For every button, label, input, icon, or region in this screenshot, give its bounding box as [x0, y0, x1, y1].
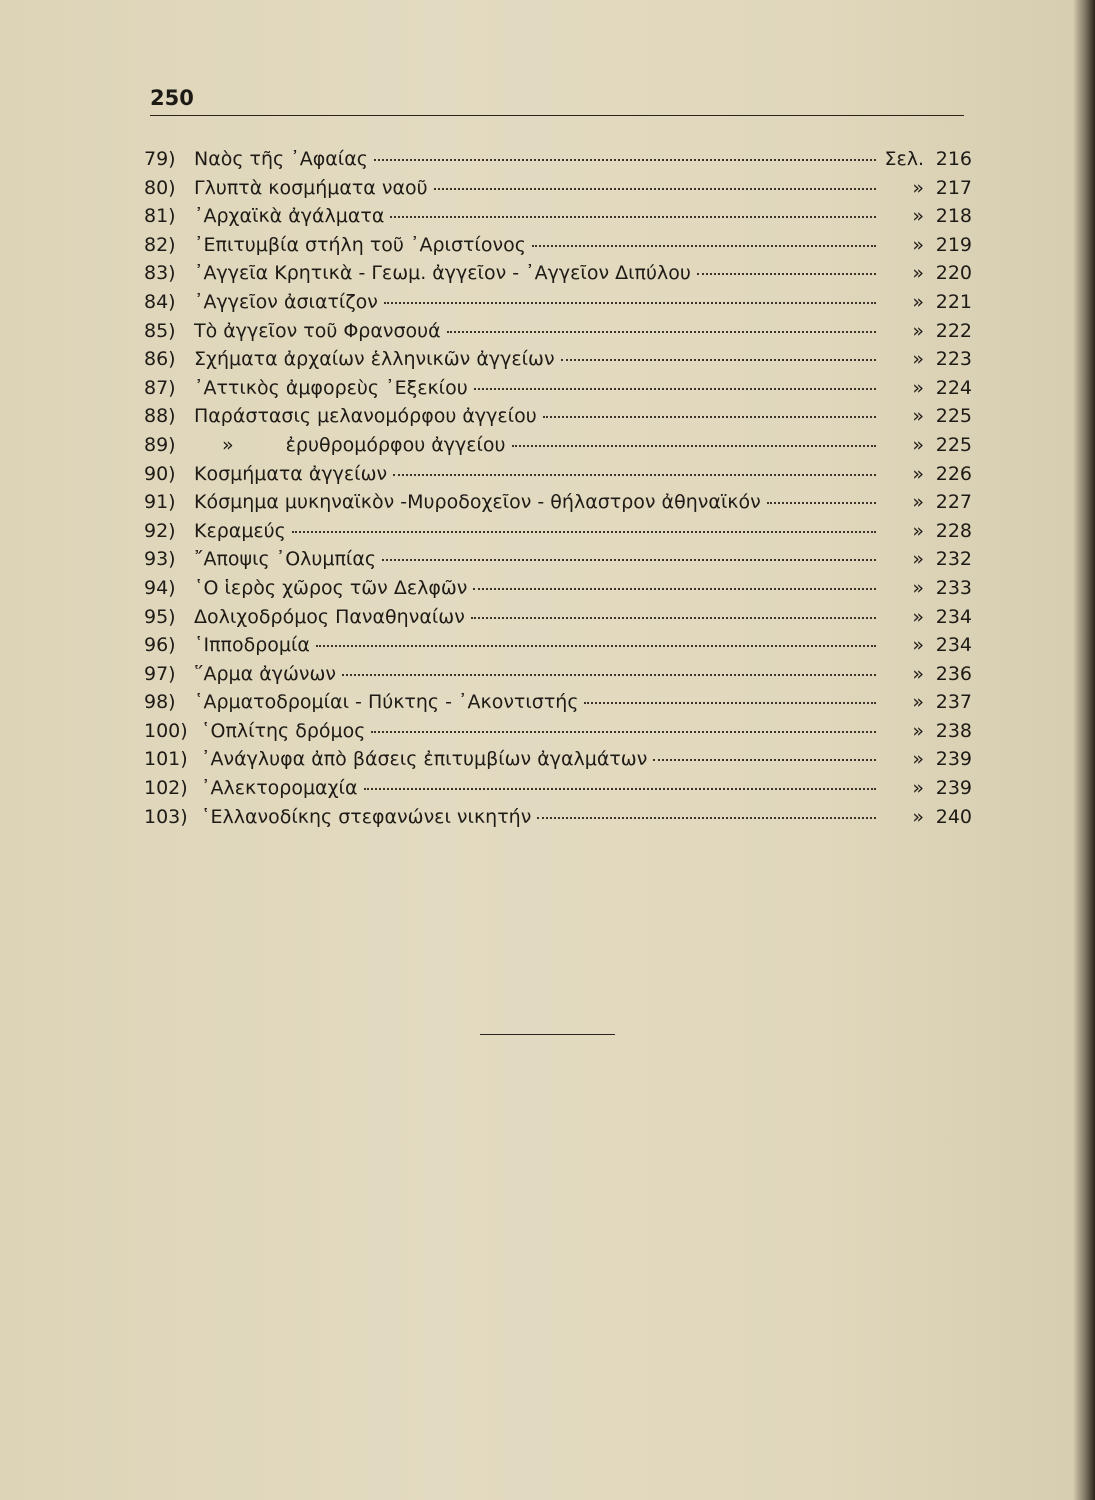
entry-page-number: 236 — [935, 662, 972, 685]
toc-entry — [144, 774, 972, 803]
entry-page-number: 238 — [935, 719, 972, 742]
entry-title: Γλυπτὰ κοσμήματα ναοῦ — [194, 176, 428, 199]
toc-entry — [144, 603, 972, 632]
toc-entry — [144, 317, 972, 346]
dot-leader — [434, 187, 876, 190]
entry-number: 103) — [144, 805, 188, 828]
entry-number: 93) — [144, 548, 176, 571]
entry-page-number: 234 — [935, 634, 972, 657]
dot-leader — [767, 501, 876, 504]
toc-entry — [144, 631, 972, 660]
entry-title: ᾿Επιτυμβία στήλη τοῦ ᾿Αριστίονος — [194, 233, 526, 256]
toc-entry — [144, 345, 972, 374]
toc-entry — [144, 431, 972, 460]
page-edge-shadow — [1073, 0, 1095, 1500]
entry-title: ἐρυθρομόρφου ἀγγείου — [285, 433, 506, 456]
page-marker: » — [912, 319, 924, 342]
dot-leader — [382, 558, 876, 561]
toc-entry — [144, 545, 972, 574]
toc-entry — [144, 517, 972, 546]
toc-entry — [144, 745, 972, 774]
entry-number: 80) — [144, 176, 176, 199]
toc-entry — [144, 202, 972, 231]
entry-number: 91) — [144, 491, 176, 514]
toc-entry — [144, 688, 972, 717]
page-number: 250 — [150, 86, 194, 110]
dot-leader — [473, 587, 876, 590]
dot-leader — [471, 616, 876, 619]
page-marker: » — [912, 262, 924, 285]
entry-page-number: 218 — [935, 205, 972, 228]
dot-leader — [374, 158, 876, 161]
page-marker: » — [912, 548, 924, 571]
entry-number: 81) — [144, 205, 176, 228]
dot-leader — [384, 301, 876, 304]
entry-title: Δολιχοδρόμος Παναθηναίων — [194, 605, 465, 628]
dot-leader — [543, 415, 876, 418]
dot-leader — [584, 701, 876, 704]
entry-title: ῾Ο ἱερὸς χῶρος τῶν Δελφῶν — [194, 576, 468, 599]
entry-number: 87) — [144, 376, 176, 399]
entry-title: ᾿Αρχαϊκὰ ἀγάλματα — [194, 205, 385, 228]
page-marker: » — [912, 576, 924, 599]
toc-entry — [144, 488, 972, 517]
entry-number: 101) — [144, 748, 188, 771]
entry-page-number: 233 — [935, 576, 972, 599]
page-marker: » — [912, 634, 924, 657]
entry-page-number: 225 — [935, 405, 972, 428]
dot-leader — [393, 473, 876, 476]
entry-number: 89) — [144, 433, 176, 456]
entry-title: ῾Οπλίτης δρόμος — [201, 719, 366, 742]
entry-title: Σχήματα ἀρχαίων ἑλληνικῶν ἀγγείων — [194, 348, 555, 371]
dot-leader — [697, 272, 876, 275]
entry-title: Κεραμεύς — [194, 519, 286, 542]
toc-entry — [144, 402, 972, 431]
entry-page-number: 227 — [935, 491, 972, 514]
entry-number: 96) — [144, 634, 176, 657]
table-of-illustrations — [144, 145, 972, 831]
entry-page-number: 216 — [935, 148, 972, 170]
entry-number: 83) — [144, 262, 176, 285]
toc-entry — [144, 460, 972, 489]
page-marker: » — [912, 805, 924, 828]
page-marker: » — [912, 462, 924, 485]
entry-number: 94) — [144, 576, 176, 599]
page-marker: » — [912, 205, 924, 228]
page-marker: » — [912, 405, 924, 428]
entry-title: ῾Αρματοδρομίαι - Πύκτης - ᾿Ακοντιστής — [194, 691, 579, 714]
entry-number: 97) — [144, 662, 176, 685]
dot-leader — [474, 387, 876, 390]
entry-page-number: 222 — [935, 319, 972, 342]
toc-entry — [144, 660, 972, 689]
dot-leader — [316, 644, 876, 647]
page-marker: » — [912, 777, 924, 800]
entry-title: ᾿Αττικὸς ἀμφορεὺς ᾿Εξεκίου — [194, 376, 468, 399]
end-rule — [480, 1034, 615, 1035]
entry-number: 92) — [144, 519, 176, 542]
entry-page-number: 225 — [935, 433, 972, 456]
dot-leader — [532, 244, 876, 247]
page-marker: » — [912, 290, 924, 313]
page-marker: » — [912, 433, 924, 456]
entry-number: 95) — [144, 605, 176, 628]
dot-leader — [342, 673, 876, 676]
page-marker: » — [912, 748, 924, 771]
entry-number: 82) — [144, 233, 176, 256]
dot-leader — [292, 530, 876, 533]
entry-page-number: 219 — [935, 233, 972, 256]
entry-title: ῾Ελλανοδίκης στεφανώνει νικητήν — [201, 805, 532, 828]
entry-number: 79) — [144, 148, 176, 170]
entry-page-number: 237 — [935, 691, 972, 714]
page-marker: » — [912, 348, 924, 371]
entry-page-number: 224 — [935, 376, 972, 399]
entry-page-number: 223 — [935, 348, 972, 371]
page-marker: Σελ. — [884, 148, 924, 170]
toc-entry — [144, 574, 972, 603]
entry-number: 100) — [144, 719, 188, 742]
entry-number: 86) — [144, 348, 176, 371]
dot-leader — [390, 215, 876, 218]
entry-title: Κόσμημα μυκηναϊκὸν -Μυροδοχεῖον - θήλαστρον ἀθηναϊκόν — [194, 491, 761, 514]
entry-number: 102) — [144, 777, 188, 800]
dot-leader — [371, 730, 876, 733]
dot-leader — [653, 758, 876, 761]
entry-number: 98) — [144, 691, 176, 714]
entry-title: ῎Αποψις ᾿Ολυμπίας — [194, 548, 377, 571]
entry-page-number: 232 — [935, 548, 972, 571]
entry-title: ᾿Αλεκτορομαχία — [201, 777, 358, 800]
header-rule — [150, 115, 964, 116]
toc-entry — [144, 803, 972, 832]
toc-entry — [144, 231, 972, 260]
toc-entry — [144, 174, 972, 203]
dot-leader — [364, 787, 877, 790]
page-marker: » — [912, 691, 924, 714]
page-marker: » — [912, 176, 924, 199]
entry-page-number: 226 — [935, 462, 972, 485]
entry-title: ῞Αρμα ἀγώνων — [194, 662, 337, 685]
entry-page-number: 239 — [935, 777, 972, 800]
ditto-mark: » — [222, 433, 234, 456]
page-marker: » — [912, 376, 924, 399]
entry-title: ᾿Αγγεῖον ἀσιατίζον — [194, 290, 378, 313]
entry-page-number: 220 — [935, 262, 972, 285]
toc-entry — [144, 374, 972, 403]
entry-title: ᾿Ανάγλυφα ἀπὸ βάσεις ἐπιτυμβίων ἀγαλμάτων — [201, 748, 648, 771]
page-marker: » — [912, 233, 924, 256]
entry-title: Παράστασις μελανομόρφου ἀγγείου — [194, 405, 537, 428]
entry-title: ῾Ιπποδρομία — [194, 634, 310, 657]
dot-leader — [447, 330, 876, 333]
entry-number: 88) — [144, 405, 176, 428]
toc-entry — [144, 288, 972, 317]
toc-entry — [144, 717, 972, 746]
entry-page-number: 221 — [935, 290, 972, 313]
dot-leader — [512, 444, 876, 447]
entry-title: Κοσμήματα ἀγγείων — [194, 462, 388, 485]
entry-page-number: 240 — [935, 805, 972, 828]
dot-leader — [537, 816, 876, 819]
page-marker: » — [912, 605, 924, 628]
page-marker: » — [912, 519, 924, 542]
page-marker: » — [912, 662, 924, 685]
entry-number: 84) — [144, 290, 176, 313]
page-marker: » — [912, 719, 924, 742]
entry-page-number: 217 — [935, 176, 972, 199]
entry-number: 85) — [144, 319, 176, 342]
toc-entry — [144, 259, 972, 288]
entry-number: 90) — [144, 462, 176, 485]
entry-page-number: 228 — [935, 519, 972, 542]
dot-leader — [561, 358, 876, 361]
entry-page-number: 234 — [935, 605, 972, 628]
entry-title: Ναὸς τῆς ᾿Αφαίας — [194, 148, 368, 170]
page-marker: » — [912, 491, 924, 514]
entry-title: ᾿Αγγεῖα Κρητικὰ - Γεωμ. ἀγγεῖον - ᾿Αγγεῖον Διπύλου — [194, 262, 691, 285]
toc-entry — [144, 145, 972, 174]
entry-page-number: 239 — [935, 748, 972, 771]
entry-title: Τὸ ἀγγεῖον τοῦ Φρανσουά — [194, 319, 441, 342]
